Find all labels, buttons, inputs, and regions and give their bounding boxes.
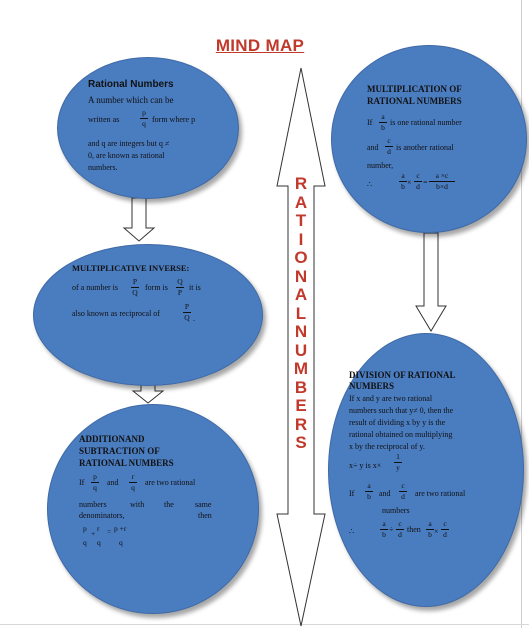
page-title: MIND MAP: [215, 36, 305, 55]
frac-num: a: [381, 112, 385, 121]
frac-den: q: [142, 119, 146, 128]
letter: O: [294, 248, 308, 267]
down-arrow-3: [416, 233, 446, 331]
letter: I: [298, 229, 304, 249]
letter: B: [294, 377, 308, 397]
letter: A: [294, 192, 308, 212]
one-over-y-fraction: [394, 453, 402, 472]
division-p1: If x and y are two rational: [349, 394, 433, 403]
division-then: then: [407, 525, 421, 534]
eq-den-q1: q: [83, 538, 87, 547]
multiplication-ellipse: [331, 45, 527, 233]
eq-den-q3: q: [119, 538, 123, 547]
mult-is-another: is another rational: [396, 143, 454, 152]
mult-and: and: [367, 143, 379, 152]
multiplication-heading1: MULTIPLICATION OF: [367, 84, 462, 94]
rational-numbers-line2b: form where p: [152, 115, 196, 124]
add-sub-denominators: denominators,: [79, 511, 125, 520]
frac-num: c: [401, 481, 405, 490]
frac-den: d: [387, 147, 391, 156]
letter: E: [295, 396, 307, 415]
p-over-q-fraction: [183, 303, 191, 322]
division-rule-lhs: x÷ y is x×: [349, 461, 382, 470]
frac-num: Q: [177, 277, 183, 286]
mult-number: number,: [367, 161, 394, 170]
down-arrow-1: [124, 198, 154, 241]
mi-line2: also known as reciprocal of: [72, 309, 160, 318]
c-over-d-fraction: [414, 172, 422, 191]
letter: U: [294, 340, 308, 360]
times-symbol: ×: [434, 527, 439, 536]
rational-numbers-line5: numbers.: [88, 163, 118, 172]
c-over-d-fraction: [385, 137, 393, 156]
frac-den: Q: [132, 288, 138, 297]
c-over-d-fraction: [441, 520, 449, 539]
add-sub-numbers: numbers: [79, 500, 107, 509]
letter: M: [293, 359, 309, 378]
add-sub-are-two: are two rational: [145, 478, 196, 487]
division-p4: rational obtained on multiplying: [349, 430, 453, 439]
mi-line2-end: .: [193, 314, 195, 323]
frac-den: d: [401, 492, 405, 501]
eq-p: p: [83, 524, 87, 533]
p-over-q-fraction: [91, 473, 99, 492]
frac-den: b×d: [436, 182, 448, 191]
frac-den: d: [443, 530, 447, 539]
division-p3: result of dividing x by y is the: [349, 418, 446, 427]
mi-line1b: form is: [145, 283, 168, 292]
c-over-d-fraction: [396, 520, 404, 539]
frac-num: a: [382, 519, 386, 528]
eq-equals: =: [107, 527, 112, 536]
frac-den: b: [382, 530, 386, 539]
a-over-b-fraction: [380, 520, 388, 539]
a-over-b-fraction: [379, 113, 387, 132]
frac-den: q: [131, 483, 135, 492]
division-p2: numbers such that y≠ 0, then the: [349, 406, 454, 415]
division-p5: x by the reciprocal of y.: [349, 442, 425, 451]
letter: T: [295, 211, 307, 230]
frac-den: q: [93, 483, 97, 492]
down-arrow-2: [133, 384, 163, 403]
add-sub-the: the: [164, 500, 174, 509]
frac-num: a: [367, 481, 371, 490]
rational-numbers-line4: 0, are known as rational: [88, 151, 165, 160]
add-sub-heading3: RATIONAL NUMBERS: [79, 458, 174, 468]
frac-den: y: [396, 463, 400, 472]
r-over-q-fraction: [129, 473, 137, 492]
add-sub-heading2: SUBTRACTION OF: [79, 446, 160, 456]
frac-den: b: [367, 492, 371, 501]
frac-den: P: [177, 288, 183, 297]
p-over-q-fraction: [140, 109, 148, 128]
frac-num: 1: [396, 452, 400, 461]
add-sub-heading1: ADDITIONAND: [79, 434, 145, 444]
frac-den: b: [401, 182, 405, 191]
frac-num: r: [131, 472, 135, 481]
p-over-q-fraction: [131, 278, 139, 297]
letter: A: [294, 285, 308, 304]
letter: L: [295, 303, 307, 323]
rational-numbers-line2a: written as: [88, 115, 120, 124]
division-numbers: numbers: [382, 506, 410, 515]
add-sub-and: and: [107, 478, 119, 487]
frac-den: b: [381, 123, 385, 132]
times-symbol: ×: [407, 178, 412, 187]
division-are-two: are two rational: [415, 489, 466, 498]
division-heading1: DIVISION OF RATIONAL: [349, 370, 456, 380]
division-and: and: [379, 489, 391, 498]
mult-if: If: [367, 118, 373, 127]
letter: N: [294, 322, 308, 341]
letter: S: [295, 433, 307, 452]
eq-p-plus-r: p +r: [114, 524, 127, 533]
therefore-symbol: ∴: [349, 527, 355, 536]
rational-numbers-vertical-label: [290, 175, 312, 453]
eq-r: r: [97, 524, 100, 533]
frac-num: a ×c: [435, 171, 449, 180]
c-over-d-fraction: [399, 482, 407, 501]
division-if: If: [349, 489, 355, 498]
therefore-symbol: ∴: [367, 180, 373, 189]
frac-den: b: [428, 530, 432, 539]
add-sub-then: then: [198, 511, 212, 520]
rational-numbers-heading: Rational Numbers: [88, 79, 174, 90]
a-over-b-fraction: [365, 482, 373, 501]
frac-num: c: [387, 136, 391, 145]
add-sub-if: If: [79, 478, 85, 487]
division-heading2: NUMBERS: [349, 381, 395, 391]
eq-plus: +: [91, 529, 96, 538]
frac-num: p: [142, 108, 146, 117]
frac-den: d: [416, 182, 420, 191]
a-over-b-fraction: [426, 520, 434, 539]
frac-num: c: [416, 171, 420, 180]
add-sub-with: with: [130, 500, 145, 509]
multiplicative-inverse-heading: MULTIPLICATIVE INVERSE:: [72, 263, 190, 273]
product-fraction: [429, 172, 455, 191]
mi-line1c: it is: [189, 283, 201, 292]
q-over-p-fraction: [176, 278, 184, 297]
add-sub-same: same: [195, 500, 212, 509]
frac-num: c: [443, 519, 447, 528]
mi-line1a: of a number is: [72, 283, 118, 292]
mult-is-one: is one rational number: [390, 118, 462, 127]
frac-den: d: [398, 530, 402, 539]
equals-symbol: =: [423, 178, 428, 187]
eq-den-q2: q: [97, 538, 101, 547]
frac-num: P: [132, 277, 138, 286]
letter: R: [294, 414, 308, 434]
frac-num: P: [184, 302, 190, 311]
letter: N: [294, 266, 308, 286]
a-over-b-fraction: [399, 172, 407, 191]
frac-den: Q: [184, 313, 190, 322]
frac-num: a: [401, 171, 405, 180]
rational-numbers-line1: A number which can be: [88, 95, 174, 105]
letter: R: [294, 174, 308, 193]
frac-num: a: [428, 519, 432, 528]
frac-num: p: [93, 472, 97, 481]
divide-symbol: ÷: [389, 525, 394, 534]
rational-numbers-line3: and q are integers but q ≠: [88, 139, 170, 148]
multiplication-heading2: RATIONAL NUMBERS: [367, 96, 462, 106]
frac-num: c: [398, 519, 402, 528]
